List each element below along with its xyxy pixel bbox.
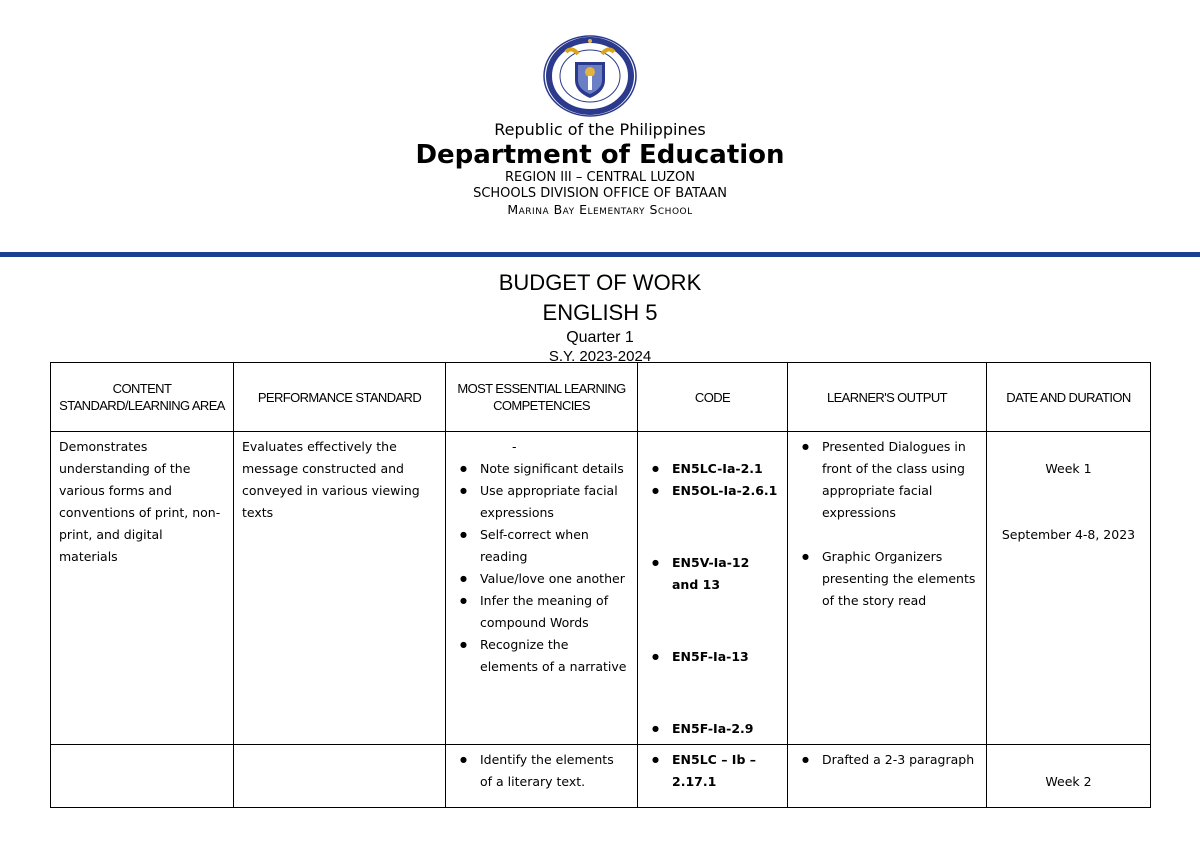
department-title: Department of Education bbox=[415, 140, 785, 170]
list-item: ● Identify the elements of a literary text. bbox=[454, 749, 629, 793]
performance-standard-cell: Evaluates effectively the message constructed and conveyed in various viewing texts bbox=[234, 432, 446, 745]
header-content-standard: CONTENT STANDARD/LEARNING AREA bbox=[51, 363, 234, 432]
header-date-duration: DATE AND DURATION bbox=[987, 363, 1151, 432]
code-cell bbox=[638, 745, 788, 808]
table-row bbox=[51, 745, 1151, 808]
school-year-label: S.Y. 2023-2024 bbox=[548, 348, 652, 365]
date-range: September 4-8, 2023 bbox=[1001, 527, 1136, 542]
header-learners-output: LEARNER'S OUTPUT bbox=[788, 363, 987, 432]
subject-title: ENGLISH 5 bbox=[542, 300, 658, 325]
division-label: SCHOOLS DIVISION OFFICE OF BATAAN bbox=[473, 186, 727, 201]
date-cell bbox=[987, 745, 1151, 808]
competencies-cell bbox=[446, 432, 638, 745]
header-divider bbox=[0, 252, 1200, 257]
output-cell bbox=[788, 745, 987, 808]
output-cell bbox=[788, 432, 987, 745]
list-item: ● EN5LC – Ib – 2.17.1 bbox=[646, 749, 779, 793]
content-standard-cell: Demonstrates understanding of the various forms and conventions of print, non-print, and digital materials bbox=[51, 432, 234, 745]
list-item: ● Drafted a 2-3 paragraph bbox=[796, 749, 978, 771]
week-label: Week 2 bbox=[1045, 774, 1092, 789]
list-item: ● EN5OL-Ia-2.6.1 bbox=[646, 480, 779, 502]
week-label: Week 1 bbox=[1045, 461, 1092, 476]
list-item: ● EN5F-Ia-13 bbox=[646, 646, 779, 668]
content-standard-cell bbox=[51, 745, 234, 808]
budget-of-work-table bbox=[50, 362, 1151, 808]
republic-label: Republic of the Philippines bbox=[494, 120, 706, 139]
header-performance-standard: PERFORMANCE STANDARD bbox=[234, 363, 446, 432]
output-list bbox=[796, 749, 978, 771]
school-name: Marina Bay Elementary School bbox=[507, 202, 693, 217]
header-code: CODE bbox=[638, 363, 788, 432]
code-list bbox=[646, 458, 779, 740]
competencies-cell bbox=[446, 745, 638, 808]
code-cell bbox=[638, 432, 788, 745]
list-item: ● EN5V-Ia-12 and 13 bbox=[646, 552, 779, 596]
quarter-label: Quarter 1 bbox=[566, 329, 634, 346]
document-title: BUDGET OF WORK bbox=[498, 270, 702, 295]
table-row bbox=[51, 432, 1151, 745]
competency-list bbox=[454, 458, 629, 678]
deped-seal-logo bbox=[542, 34, 638, 118]
list-item: ● Presented Dialogues in front of the class using appropriate facial expressions bbox=[796, 436, 978, 524]
list-item: ● Self-correct when reading bbox=[454, 524, 629, 568]
list-item: ● EN5LC-Ia-2.1 bbox=[646, 458, 779, 480]
list-item: ● Recognize the elements of a narrative bbox=[454, 634, 629, 678]
output-list bbox=[796, 436, 978, 612]
code-list bbox=[646, 749, 779, 793]
list-item: ● Value/love one another bbox=[454, 568, 629, 590]
list-item: ● Graphic Organizers presenting the elements of the story read bbox=[796, 546, 978, 612]
competency-dash: - bbox=[512, 439, 517, 454]
header-competencies: MOST ESSENTIAL LEARNING COMPETENCIES bbox=[446, 363, 638, 432]
competency-list bbox=[454, 749, 629, 793]
list-item: ● Note significant details bbox=[454, 458, 629, 480]
list-item: ● EN5F-Ia-2.9 bbox=[646, 718, 779, 740]
table-header-row bbox=[51, 363, 1151, 432]
region-label: REGION III – CENTRAL LUZON bbox=[505, 170, 695, 185]
list-item: ● Infer the meaning of compound Words bbox=[454, 590, 629, 634]
list-item: ● Use appropriate facial expressions bbox=[454, 480, 629, 524]
date-cell bbox=[987, 432, 1151, 745]
performance-standard-cell bbox=[234, 745, 446, 808]
